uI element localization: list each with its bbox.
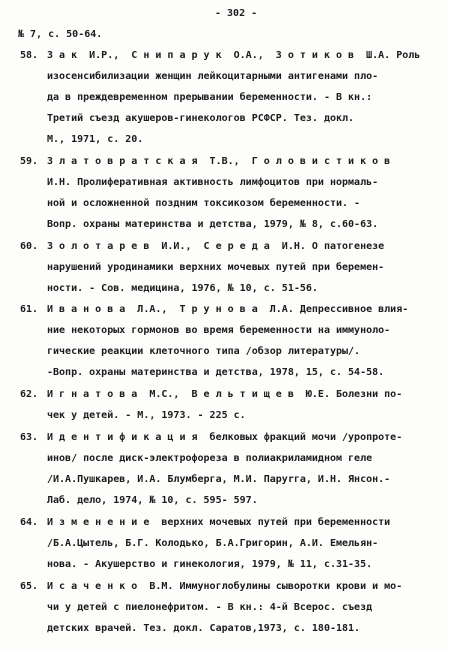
entry-line: /Б.А.Цытель, Б.Г. Колодько, Б.А.Григорин, А.И. Емельян- bbox=[47, 538, 379, 549]
page-number: - 302 - bbox=[215, 8, 258, 19]
entry-line: гические реакции клеточного типа /обзор литературы/. bbox=[47, 346, 361, 357]
entry-line: нова. - Акушерство и гинекология, 1979, № 11, с.31-35. bbox=[47, 559, 373, 570]
entry-line: И.Н. Пролиферативная активность лимфоцитов при нормаль- bbox=[47, 177, 379, 188]
entry-number: 62. bbox=[20, 389, 39, 400]
entry-line: чи у детей с пиелонефритом. - В кн.: 4-й Всерос. съезд bbox=[47, 602, 373, 613]
entry-line: чек у детей. - М., 1973. - 225 с. bbox=[47, 410, 246, 421]
entry-number: 63. bbox=[20, 432, 39, 443]
entry-line: да в преждевременном прерывании беременности. - В кн.: bbox=[47, 92, 373, 103]
entry-line: детских врачей. Тез. докл. Саратов,1973, с. 180-181. bbox=[47, 623, 361, 634]
entry-line: /И.А.Пушкарев, И.А. Блумберга, М.И. Паруrга, И.Н. Янсон.- bbox=[47, 474, 391, 485]
entry-line: З а к И.Р., С н и п а р у к О.А., З о т и к о в Ш.А. Роль bbox=[47, 50, 421, 61]
entry-number: 65. bbox=[20, 581, 39, 592]
entry-line: -Вопр. охраны материнства и детства, 1978, 15, с. 54-58. bbox=[47, 367, 385, 378]
entry-line: И г н а т о в а М.С., В е л ь т и щ е в Ю.Е. Болезни по- bbox=[47, 389, 403, 400]
entry-line: Третий съезд акушеров-гинекологов РСФСР. Тез. докл. bbox=[47, 113, 355, 124]
entry-line: ности. - Сов. медицина, 1976, № 10, с. 51-56. bbox=[47, 283, 318, 294]
entry-number: 64. bbox=[20, 517, 39, 528]
entry-number: 61. bbox=[20, 304, 39, 315]
previous-entry-tail: № 7, с. 50-64. bbox=[18, 29, 103, 40]
entry-line: М., 1971, с. 20. bbox=[47, 134, 144, 145]
entry-number: 59. bbox=[20, 156, 39, 167]
entry-line: З о л о т а р е в И.И., С е р е д а И.Н. О патогенезе bbox=[47, 241, 385, 252]
entry-line: ние некоторых гормонов во время беременности на иммуноло- bbox=[47, 325, 391, 336]
entry-line: изосенсибилизации женщин лейкоцитарными антигенами пло- bbox=[47, 71, 379, 82]
entry-line: И д е н т и ф и к а ц и я белковых фракций мочи /уропроте- bbox=[47, 432, 403, 443]
entry-line: нарушений уродинамики верхних мочевых путей при беремен- bbox=[47, 262, 385, 273]
entry-line: И з м е н е н и е верхних мочевых путей при беременности bbox=[47, 517, 391, 528]
entry-line: И с а ч е н к о В.М. Иммуноглобулины сыворотки крови и мо- bbox=[47, 581, 403, 592]
entry-number: 60. bbox=[20, 241, 39, 252]
entry-line: З л а т о в р а т с к а я Т.В., Г о л о в и с т и к о в bbox=[47, 156, 391, 167]
entry-line: И в а н о в а Л.А., Т р у н о в а Л.А. Депрессивное влия- bbox=[47, 304, 409, 315]
entry-line: Лаб. дело, 1974, № 10, с. 595- 597. bbox=[47, 495, 258, 506]
entry-line: ной и осложненной поздним токсикозом беременности. - bbox=[47, 198, 361, 209]
entry-line: Вопр. охраны материнства и детства, 1979, № 8, с.60-63. bbox=[47, 219, 379, 230]
entry-line: инов/ после диск-электрофореза в полиакриламидном геле bbox=[47, 453, 373, 464]
entry-number: 58. bbox=[20, 50, 39, 61]
